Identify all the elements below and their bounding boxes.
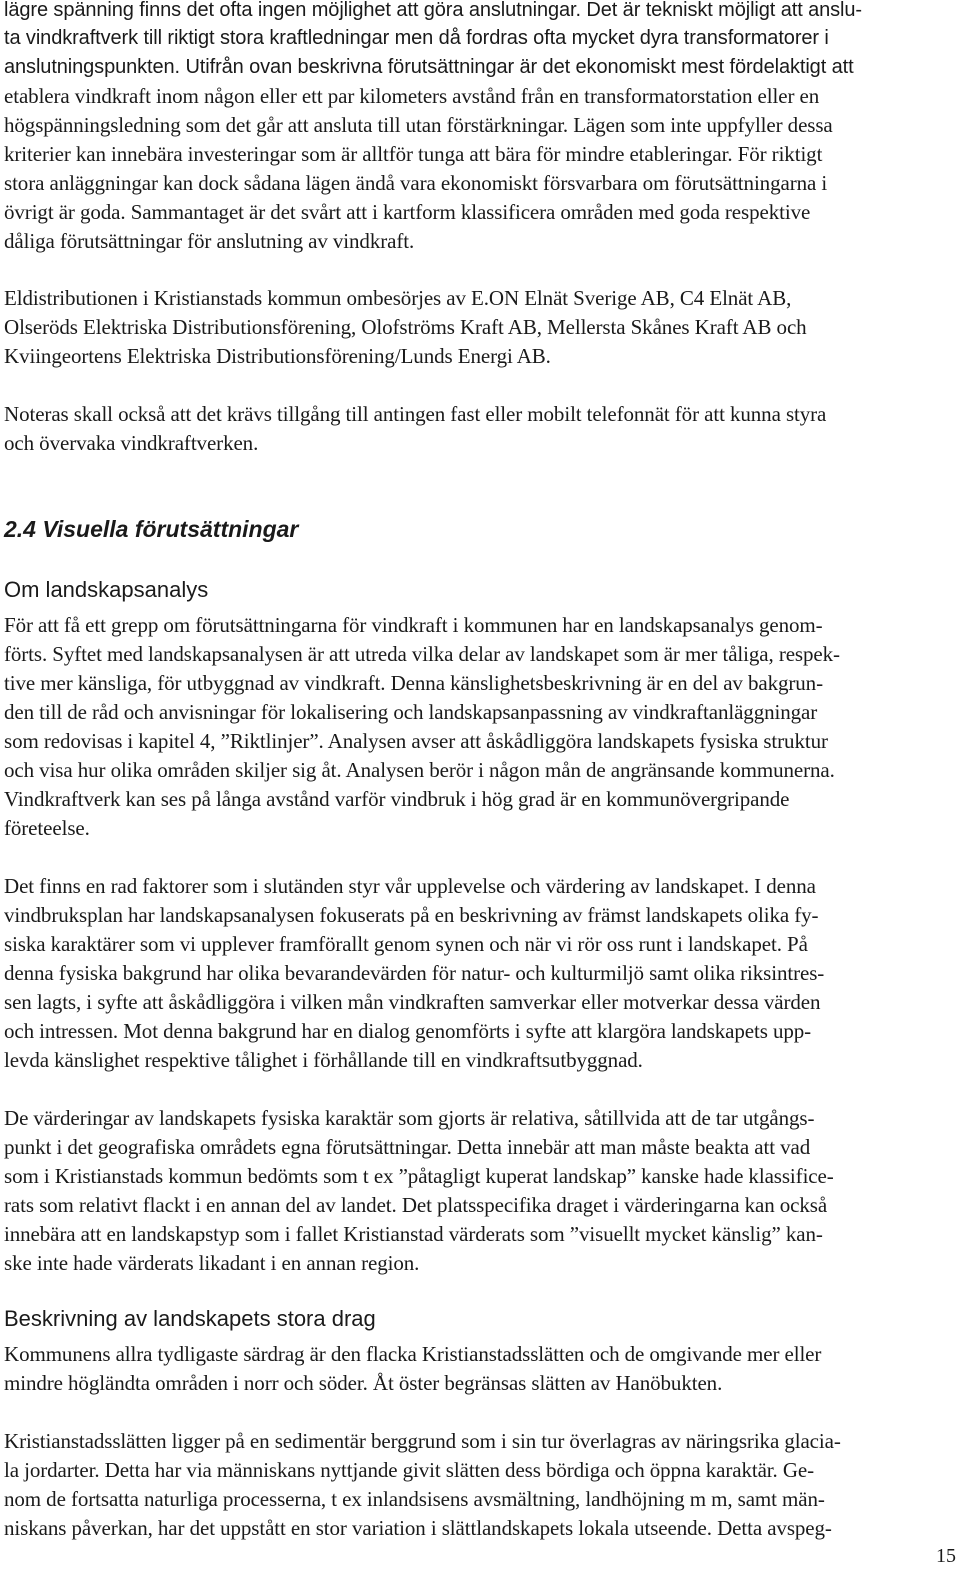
text-line: lägre spänning finns det ofta ingen möjlighet att göra anslutningar. Det är tekniskt möjligt att anslu- [4, 0, 862, 21]
text-line: kriterier kan innebära investeringar som är alltför tunga att bära för mindre etableringar. För riktigt [4, 142, 823, 166]
text-line: ta vindkraftverk till riktigt stora kraftledningar men då fordras ofta mycket dyra transformatorer i [4, 27, 829, 49]
text-line: Olseröds Elektriska Distributionsförening, Olofströms Kraft AB, Mellersta Skånes Kraft AB och [4, 315, 807, 339]
text-line: förts. Syftet med landskapsanalysen är att utreda vilka delar av landskapet som är mer tåliga, respek- [4, 642, 840, 666]
page-number: 15 [936, 1545, 956, 1567]
text-line: tive mer känsliga, för utbyggnad av vindkraft. Denna känslighetsbeskrivning är en del av bakgrun- [4, 671, 823, 695]
text-line: Vindkraftverk kan ses på långa avstånd varför vindbruk i hög grad är en kommunövergripande [4, 787, 790, 811]
text-line: Kristianstadsslätten ligger på en sedimentär berggrund som i sin tur överlagras av näringsrika glacia- [4, 1429, 841, 1453]
text-line: punkt i det geografiska områdets egna förutsättningar. Detta innebär att man måste beakta att vad [4, 1135, 811, 1159]
text-line: högspänningsledning som det går att ansluta till utan förstärkningar. Lägen som inte uppfyller dessa [4, 113, 833, 137]
text-line: anslutningspunkten. Utifrån ovan beskrivna förutsättningar är det ekonomiskt mest fördelaktigt att [4, 56, 854, 78]
text-line: den till de råd och anvisningar för lokalisering och landskapsanpassning av vindkraftanläggningar [4, 700, 818, 724]
text-line: etablera vindkraft inom någon eller ett par kilometers avstånd från en transformatorstation eller en [4, 84, 820, 108]
text-line: sen lagts, i syfte att åskådliggöra i vilken mån vindkraften samverkar eller motverkar dessa värden [4, 990, 821, 1014]
text-line: vindbruksplan har landskapsanalysen fokuserats på en beskrivning av främst landskapets olika fy- [4, 903, 819, 927]
subheading-landscape-analysis: Om landskapsanalys [4, 577, 209, 602]
text-line: ske inte hade värderats likadant i en annan region. [4, 1251, 420, 1275]
text-line: Noteras skall också att det krävs tillgång till antingen fast eller mobilt telefonnät för att kunna styra [4, 402, 827, 426]
text-line: niskans påverkan, har det uppstått en stor variation i slättlandskapets lokala utseende. Detta avspeg- [4, 1516, 832, 1540]
text-line: levda känslighet respektive tålighet i förhållande till en vindkraftsutbyggnad. [4, 1048, 643, 1072]
text-line: Eldistributionen i Kristianstads kommun ombesörjes av E.ON Elnät Sverige AB, C4 Elnät AB, [4, 286, 792, 310]
text-line: företeelse. [4, 816, 90, 840]
text-line: la jordarter. Detta har via människans nyttjande givit slätten dess bördiga och öppna karaktär. Ge- [4, 1458, 815, 1482]
text-line: De värderingar av landskapets fysiska karaktär som gjorts är relativa, såtillvida att de tar utgångs- [4, 1106, 815, 1130]
text-line: som i Kristianstads kommun bedömts som t ex ”påtagligt kuperat landskap” kanske hade klassifice- [4, 1164, 834, 1188]
text-line: Kviingeortens Elektriska Distributionsförening/Lunds Energi AB. [4, 344, 551, 368]
subheading-landscape-description: Beskrivning av landskapets stora drag [4, 1306, 376, 1331]
text-line: och visa hur olika områden skiljer sig åt. Analysen berör i någon mån de angränsande kommunerna. [4, 758, 835, 782]
text-line: Det finns en rad faktorer som i slutänden styr vår upplevelse och värdering av landskapet. I denna [4, 874, 816, 898]
text-line: mindre högländta områden i norr och söder. Åt öster begränsas slätten av Hanöbukten. [4, 1371, 723, 1395]
text-line: rats som relativt flackt i en annan del av landet. Det platsspecifika draget i värderingarna kan också [4, 1193, 828, 1217]
text-line: dåliga förutsättningar för anslutning av vindkraft. [4, 229, 415, 253]
text-line: nom de fortsatta naturliga processerna, t ex inlandsisens avsmältning, landhöjning m m, samt män- [4, 1487, 825, 1511]
text-line: stora anläggningar kan dock sådana lägen ändå vara ekonomiskt försvarbara om förutsättningarna i [4, 171, 828, 195]
text-line: denna fysiska bakgrund har olika bevarandevärden för natur- och kulturmiljö samt olika riksintres- [4, 961, 825, 985]
text-line: siska karaktärer som vi upplever framförallt genom synen och när vi rör oss runt i landskapet. På [4, 932, 808, 956]
text-line: För att få ett grepp om förutsättningarna för vindkraft i kommunen har en landskapsanalys genom- [4, 613, 823, 637]
text-line: innebära att en landskapstyp som i fallet Kristianstad värderats som ”visuellt mycket känslig” kan- [4, 1222, 823, 1246]
text-line: och övervaka vindkraftverken. [4, 431, 259, 455]
text-line: och intressen. Mot denna bakgrund har en dialog genomförts i syfte att klargöra landskapets upp- [4, 1019, 812, 1043]
text-line: övrigt är goda. Sammantaget är det svårt att i kartform klassificera områden med goda respektive [4, 200, 811, 224]
section-heading: 2.4 Visuella förutsättningar [4, 516, 299, 542]
text-line: som redovisas i kapitel 4, ”Riktlinjer”. Analysen avser att åskådliggöra landskapets fysiska struktur [4, 729, 828, 753]
text-line: Kommunens allra tydligaste särdrag är den flacka Kristianstadsslätten och de omgivande mer eller [4, 1342, 822, 1366]
